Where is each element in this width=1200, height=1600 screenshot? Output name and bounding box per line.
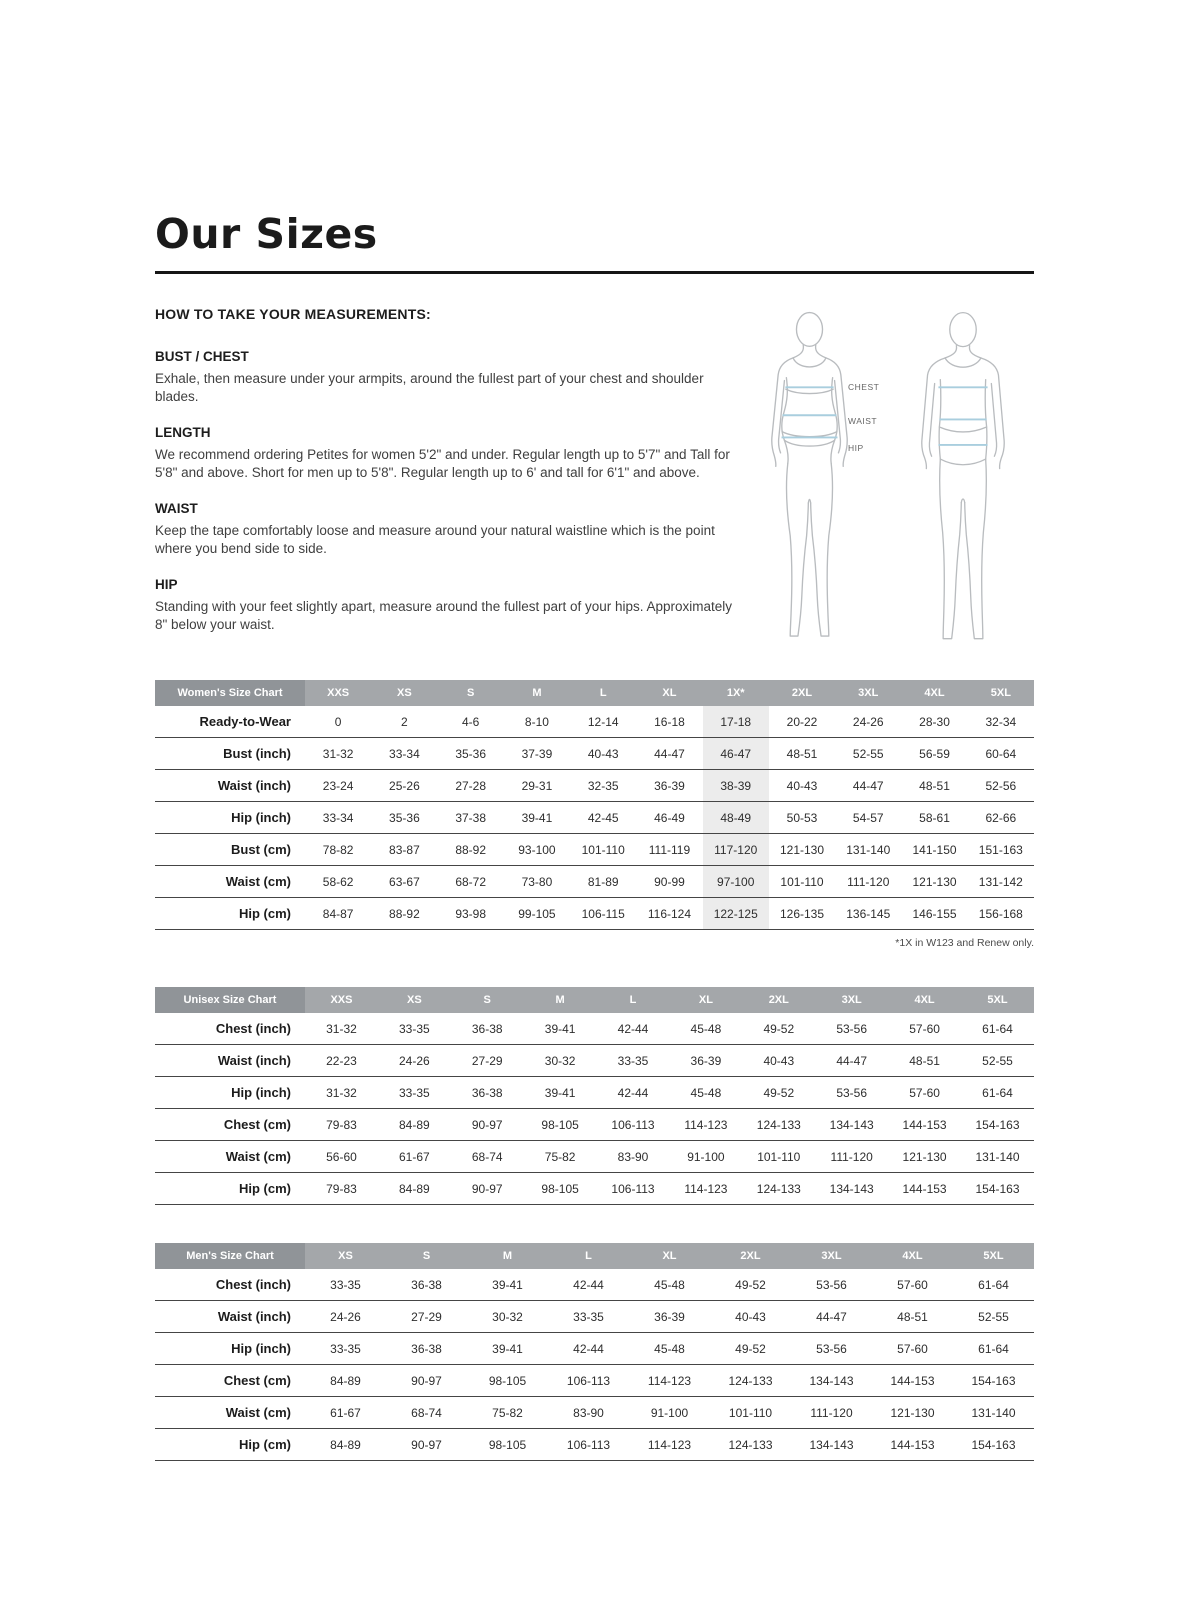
size-cell: 39-41: [544, 1085, 576, 1100]
male-figure-illustration: [892, 306, 1034, 650]
size-cell: 24-26: [398, 1053, 430, 1068]
size-cell: 4-6: [461, 714, 480, 729]
size-cell: 42-45: [587, 810, 619, 825]
col-header-3xl: 3XL: [815, 987, 888, 1013]
table-row: [155, 1077, 1034, 1109]
size-cell: 141-150: [912, 842, 957, 857]
row-label: Chest (inch): [215, 1021, 291, 1036]
size-cell: 124-133: [756, 1117, 801, 1132]
table-row: [155, 1429, 1034, 1461]
size-cell: 36-39: [654, 778, 685, 793]
size-cell: 144-153: [902, 1117, 947, 1132]
size-cell: 101-110: [581, 842, 625, 857]
size-cell: 56-59: [919, 746, 950, 761]
size-cell: 22-23: [326, 1053, 357, 1068]
size-cell: 101-110: [728, 1405, 773, 1420]
table-row: [155, 1365, 1034, 1397]
size-cell: 53-56: [816, 1277, 847, 1292]
size-cell: 35-36: [389, 810, 420, 825]
size-cell: 48-51: [786, 746, 818, 761]
row-label: Hip (inch): [231, 810, 291, 825]
row-label: Bust (cm): [231, 842, 291, 857]
size-cell: 121-130: [779, 842, 825, 857]
size-cell: 42-44: [617, 1021, 649, 1036]
col-header-2xl: 2XL: [769, 680, 835, 706]
col-header-l: L: [548, 1243, 629, 1269]
table-row: [155, 898, 1034, 930]
size-cell: 116-124: [647, 906, 692, 921]
size-cell: 29-31: [521, 778, 553, 793]
unisex-size-chart: [155, 987, 1034, 1205]
size-cell: 60-64: [985, 746, 1017, 761]
size-cell: 144-153: [890, 1437, 935, 1452]
size-cell: 68-74: [411, 1405, 442, 1420]
row-label: Waist (cm): [225, 1149, 291, 1164]
table-footnote: *1X in W123 and Renew only.: [895, 937, 1034, 949]
size-cell: 122-125: [703, 898, 769, 930]
table-row: [155, 866, 1034, 898]
size-cell: 31-32: [322, 746, 354, 761]
size-cell: 156-168: [978, 906, 1023, 921]
size-cell: 131-140: [975, 1149, 1020, 1164]
size-cell: 31-32: [326, 1085, 357, 1100]
size-cell: 32-35: [587, 778, 619, 793]
size-cell: 61-64: [982, 1021, 1013, 1036]
col-header-2xl: 2XL: [710, 1243, 791, 1269]
size-cell: 106-113: [566, 1373, 611, 1388]
section-length: [155, 425, 733, 482]
size-cell: 49-52: [735, 1277, 766, 1292]
size-cell: 146-155: [912, 906, 957, 921]
size-cell: 56-60: [326, 1149, 357, 1164]
table-title: Unisex Size Chart: [155, 987, 305, 1013]
size-cell: 61-64: [982, 1085, 1013, 1100]
row-label: Waist (inch): [217, 778, 291, 793]
size-cell: 111-119: [648, 842, 691, 857]
hip-guide-label: HIP: [848, 443, 864, 453]
table-row: [155, 1301, 1034, 1333]
size-cell: 36-39: [690, 1053, 722, 1068]
measurement-instructions: [155, 306, 733, 658]
table-header-row: [155, 680, 1034, 706]
mens-size-chart: [155, 1243, 1034, 1461]
size-cell: 97-100: [703, 866, 769, 898]
how-to-heading: HOW TO TAKE YOUR MEASUREMENTS:: [155, 306, 431, 322]
size-cell: 136-145: [846, 906, 891, 921]
size-cell: 33-34: [389, 746, 420, 761]
size-cell: 42-44: [573, 1341, 604, 1356]
col-header-xs: XS: [371, 680, 437, 706]
row-label: Waist (cm): [225, 874, 291, 889]
col-header-s: S: [451, 987, 524, 1013]
table-row: [155, 1333, 1034, 1365]
col-header-l: L: [570, 680, 636, 706]
size-cell: 73-80: [521, 874, 553, 889]
table-row: [155, 1173, 1034, 1205]
size-cell: 88-92: [455, 842, 487, 857]
row-label: Hip (inch): [231, 1085, 291, 1100]
size-cell: 121-130: [890, 1405, 935, 1420]
size-cell: 16-18: [654, 714, 685, 729]
size-cell: 0: [334, 714, 342, 729]
col-header-4xl: 4XL: [888, 987, 961, 1013]
size-cell: 111-120: [830, 1149, 873, 1164]
size-cell: 40-43: [786, 778, 818, 793]
size-cell: 83-90: [617, 1149, 649, 1164]
size-cell: 35-36: [455, 746, 487, 761]
row-label: Waist (cm): [225, 1405, 291, 1420]
top-section: [155, 306, 1034, 658]
size-cell: 98-105: [541, 1181, 579, 1196]
size-cell: 131-142: [978, 874, 1023, 889]
col-header-s: S: [438, 680, 504, 706]
size-cell: 144-153: [902, 1181, 947, 1196]
table-row: [155, 770, 1034, 802]
size-cell: 79-83: [326, 1181, 357, 1196]
size-cell: 33-35: [330, 1277, 361, 1292]
size-cell: 114-123: [684, 1181, 728, 1196]
table-row: [155, 738, 1034, 770]
size-cell: 17-18: [703, 706, 769, 738]
size-cell: 101-110: [757, 1149, 801, 1164]
size-cell: 2: [401, 714, 408, 729]
size-tables: [155, 680, 1034, 1461]
row-label: Hip (inch): [231, 1341, 291, 1356]
size-cell: 57-60: [909, 1021, 940, 1036]
measurement-figures: [742, 306, 1034, 658]
col-header-5xl: 5XL: [953, 1243, 1034, 1269]
size-cell: 33-34: [322, 810, 354, 825]
row-label: Hip (cm): [239, 1181, 291, 1196]
size-cell: 106-113: [611, 1181, 655, 1196]
size-cell: 83-87: [389, 842, 420, 857]
section-bust-chest: [155, 349, 733, 406]
size-cell: 84-89: [330, 1373, 361, 1388]
section-waist: [155, 501, 733, 558]
size-cell: 154-163: [971, 1373, 1016, 1388]
mens-size-chart-table: [155, 1243, 1034, 1461]
size-cell: 33-35: [573, 1309, 604, 1324]
size-cell: 27-29: [411, 1309, 442, 1324]
col-header-4xl: 4XL: [901, 680, 967, 706]
size-cell: 93-100: [518, 842, 556, 857]
size-cell: 49-52: [763, 1085, 795, 1100]
size-cell: 134-143: [829, 1181, 874, 1196]
size-cell: 48-49: [703, 802, 769, 834]
size-cell: 46-49: [654, 810, 685, 825]
table-row: [155, 706, 1034, 738]
size-cell: 32-34: [985, 714, 1017, 729]
size-cell: 68-72: [455, 874, 487, 889]
col-header-5xl: 5XL: [961, 987, 1034, 1013]
size-cell: 45-48: [690, 1021, 722, 1036]
size-cell: 33-35: [398, 1085, 430, 1100]
size-cell: 90-97: [471, 1181, 503, 1196]
section-text: Keep the tape comfortably loose and measure around your natural waistline which is the point where you bend side to side.: [155, 522, 715, 556]
size-cell: 90-97: [471, 1117, 503, 1132]
section-heading: BUST / CHEST: [155, 349, 249, 364]
size-cell: 44-47: [816, 1309, 847, 1324]
table-row: [155, 1109, 1034, 1141]
size-cell: 106-113: [611, 1117, 655, 1132]
col-header-m: M: [504, 680, 570, 706]
size-cell: 45-48: [654, 1277, 685, 1292]
col-header-xl: XL: [636, 680, 702, 706]
size-cell: 36-38: [471, 1021, 503, 1036]
section-text: Exhale, then measure under your armpits, around the fullest part of your chest and shoulder blades.: [155, 371, 704, 404]
size-cell: 117-120: [703, 834, 769, 866]
col-header-s: S: [386, 1243, 467, 1269]
col-header-xs: XS: [305, 1243, 386, 1269]
size-cell: 90-97: [411, 1373, 442, 1388]
size-cell: 48-51: [897, 1309, 928, 1324]
waist-guide-label: WAIST: [848, 416, 878, 426]
size-cell: 61-64: [978, 1341, 1009, 1356]
table-row: [155, 834, 1034, 866]
size-cell: 52-56: [985, 778, 1017, 793]
size-cell: 33-35: [398, 1021, 430, 1036]
size-cell: 106-115: [581, 906, 625, 921]
col-header-4xl: 4XL: [872, 1243, 953, 1269]
row-label: Waist (inch): [217, 1053, 291, 1068]
col-header-xs: XS: [378, 987, 451, 1013]
size-cell: 91-100: [687, 1149, 725, 1164]
size-cell: 88-92: [389, 906, 420, 921]
size-cell: 8-10: [524, 714, 549, 729]
size-cell: 98-105: [488, 1373, 527, 1388]
col-header-l: L: [597, 987, 670, 1013]
row-label: Chest (inch): [215, 1277, 291, 1292]
size-cell: 134-143: [809, 1437, 854, 1452]
size-cell: 106-113: [566, 1437, 611, 1452]
size-cell: 52-55: [978, 1309, 1009, 1324]
col-header-xxs: XXS: [305, 987, 378, 1013]
size-cell: 45-48: [690, 1085, 722, 1100]
row-label: Ready-to-Wear: [199, 714, 291, 729]
womens-size-chart-table: [155, 680, 1034, 930]
col-header-m: M: [467, 1243, 548, 1269]
size-cell: 54-57: [852, 810, 884, 825]
size-cell: 61-67: [398, 1149, 430, 1164]
size-cell: 28-30: [919, 714, 950, 729]
size-cell: 154-163: [971, 1437, 1016, 1452]
section-heading: WAIST: [155, 500, 198, 516]
size-cell: 90-97: [411, 1437, 442, 1452]
size-cell: 39-41: [521, 810, 553, 825]
size-cell: 124-133: [728, 1373, 773, 1388]
section-heading: HIP: [155, 576, 178, 592]
col-header-xxs: XXS: [305, 680, 371, 706]
size-cell: 44-47: [852, 778, 884, 793]
size-cell: 84-89: [398, 1181, 430, 1196]
size-cell: 124-133: [728, 1437, 773, 1452]
size-cell: 40-43: [763, 1053, 795, 1068]
row-label: Bust (inch): [223, 746, 291, 761]
col-header-5xl: 5XL: [968, 680, 1034, 706]
row-label: Waist (inch): [217, 1309, 291, 1324]
size-cell: 50-53: [786, 810, 818, 825]
table-row: [155, 802, 1034, 834]
size-cell: 58-62: [322, 874, 354, 889]
table-header-row: [155, 987, 1034, 1013]
size-cell: 25-26: [389, 778, 420, 793]
size-cell: 131-140: [971, 1405, 1016, 1420]
size-cell: 121-130: [902, 1149, 947, 1164]
size-cell: 40-43: [735, 1309, 766, 1324]
size-cell: 30-32: [492, 1309, 523, 1324]
size-cell: 154-163: [975, 1181, 1020, 1196]
size-cell: 53-56: [816, 1341, 847, 1356]
size-cell: 36-38: [471, 1085, 503, 1100]
size-cell: 44-47: [654, 746, 685, 761]
size-cell: 114-123: [684, 1117, 728, 1132]
size-cell: 42-44: [573, 1277, 604, 1292]
size-cell: 24-26: [852, 714, 884, 729]
size-cell: 46-47: [703, 738, 769, 770]
size-cell: 52-55: [982, 1053, 1013, 1068]
size-cell: 79-83: [326, 1117, 357, 1132]
unisex-size-chart-table: [155, 987, 1034, 1205]
size-cell: 53-56: [836, 1021, 868, 1036]
row-label: Chest (cm): [223, 1117, 291, 1132]
size-cell: 134-143: [829, 1117, 874, 1132]
section-hip: [155, 577, 733, 634]
size-cell: 84-87: [322, 906, 354, 921]
col-header-3xl: 3XL: [791, 1243, 872, 1269]
size-cell: 101-110: [780, 874, 824, 889]
size-cell: 62-66: [985, 810, 1017, 825]
table-row: [155, 1269, 1034, 1301]
size-cell: 58-61: [919, 810, 950, 825]
section-heading: LENGTH: [155, 424, 211, 440]
size-cell: 61-67: [330, 1405, 361, 1420]
size-cell: 52-55: [852, 746, 884, 761]
size-cell: 40-43: [587, 746, 619, 761]
size-cell: 68-74: [471, 1149, 503, 1164]
table-row: [155, 1013, 1034, 1045]
size-cell: 84-89: [398, 1117, 430, 1132]
size-cell: 36-39: [654, 1309, 685, 1324]
size-cell: 114-123: [647, 1437, 692, 1452]
size-cell: 39-41: [492, 1277, 523, 1292]
size-cell: 39-41: [492, 1341, 523, 1356]
size-cell: 45-48: [654, 1341, 685, 1356]
row-label: Hip (cm): [239, 906, 291, 921]
row-label: Hip (cm): [239, 1437, 291, 1452]
size-cell: 121-130: [912, 874, 957, 889]
size-cell: 98-105: [541, 1117, 579, 1132]
col-header-3xl: 3XL: [835, 680, 901, 706]
size-cell: 57-60: [909, 1085, 940, 1100]
col-header-xl: XL: [629, 1243, 710, 1269]
size-cell: 38-39: [703, 770, 769, 802]
size-cell: 126-135: [779, 906, 825, 921]
size-cell: 37-38: [455, 810, 487, 825]
title-divider: [155, 271, 1034, 274]
size-cell: 31-32: [326, 1021, 357, 1036]
table-title: Women's Size Chart: [155, 680, 305, 706]
table-row: [155, 1397, 1034, 1429]
size-cell: 78-82: [322, 842, 354, 857]
size-cell: 49-52: [735, 1341, 766, 1356]
size-cell: 81-89: [587, 874, 619, 889]
size-cell: 24-26: [330, 1309, 361, 1324]
size-cell: 23-24: [322, 778, 354, 793]
size-cell: 90-99: [654, 874, 685, 889]
size-cell: 12-14: [587, 714, 619, 729]
size-cell: 53-56: [836, 1085, 868, 1100]
size-cell: 48-51: [919, 778, 950, 793]
row-label: Chest (cm): [223, 1373, 291, 1388]
size-cell: 27-29: [471, 1053, 503, 1068]
size-cell: 30-32: [544, 1053, 576, 1068]
size-cell: 75-82: [492, 1405, 523, 1420]
size-cell: 39-41: [544, 1021, 576, 1036]
col-header-m: M: [524, 987, 597, 1013]
size-cell: 36-38: [411, 1341, 442, 1356]
size-cell: 111-120: [847, 874, 890, 889]
col-header-2xl: 2XL: [742, 987, 815, 1013]
size-cell: 57-60: [897, 1341, 928, 1356]
size-cell: 37-39: [521, 746, 553, 761]
size-cell: 61-64: [978, 1277, 1009, 1292]
size-cell: 151-163: [978, 842, 1023, 857]
size-cell: 134-143: [809, 1373, 854, 1388]
size-cell: 33-35: [330, 1341, 361, 1356]
size-cell: 93-98: [455, 906, 487, 921]
size-cell: 98-105: [488, 1437, 527, 1452]
size-cell: 114-123: [647, 1373, 692, 1388]
section-text: We recommend ordering Petites for women 5'2" and under. Regular length up to 5'7" and Tall for 5'8" and above. Short for men up to 5'8". Regular length up to 6' and tall for 6'1" and above.: [155, 446, 730, 480]
col-header-1x: 1X*: [703, 680, 769, 706]
size-cell: 49-52: [763, 1021, 795, 1036]
size-cell: 20-22: [786, 714, 818, 729]
table-header-row: [155, 1243, 1034, 1269]
size-cell: 111-120: [810, 1405, 853, 1420]
size-cell: 91-100: [650, 1405, 689, 1420]
table-row: [155, 1045, 1034, 1077]
size-cell: 124-133: [756, 1181, 801, 1196]
size-cell: 63-67: [389, 874, 420, 889]
table-title: Men's Size Chart: [155, 1243, 305, 1269]
col-header-xl: XL: [669, 987, 742, 1013]
size-cell: 57-60: [897, 1277, 928, 1292]
table-row: [155, 1141, 1034, 1173]
size-cell: 84-89: [330, 1437, 361, 1452]
section-text: Standing with your feet slightly apart, measure around the fullest part of your hips. Approximately 8" below your waist.: [155, 598, 733, 632]
size-cell: 36-38: [411, 1277, 442, 1292]
womens-size-chart: [155, 680, 1034, 949]
size-cell: 131-140: [846, 842, 891, 857]
chest-guide-label: CHEST: [848, 382, 880, 392]
size-cell: 75-82: [544, 1149, 576, 1164]
size-cell: 27-28: [455, 778, 487, 793]
size-cell: 42-44: [617, 1085, 649, 1100]
size-cell: 154-163: [975, 1117, 1020, 1132]
page-title: Our Sizes: [155, 210, 378, 258]
size-cell: 99-105: [518, 906, 556, 921]
size-cell: 44-47: [836, 1053, 868, 1068]
female-figure-illustration: [742, 306, 877, 646]
size-cell: 33-35: [617, 1053, 649, 1068]
size-cell: 144-153: [890, 1373, 935, 1388]
size-cell: 83-90: [573, 1405, 604, 1420]
size-cell: 48-51: [909, 1053, 940, 1068]
